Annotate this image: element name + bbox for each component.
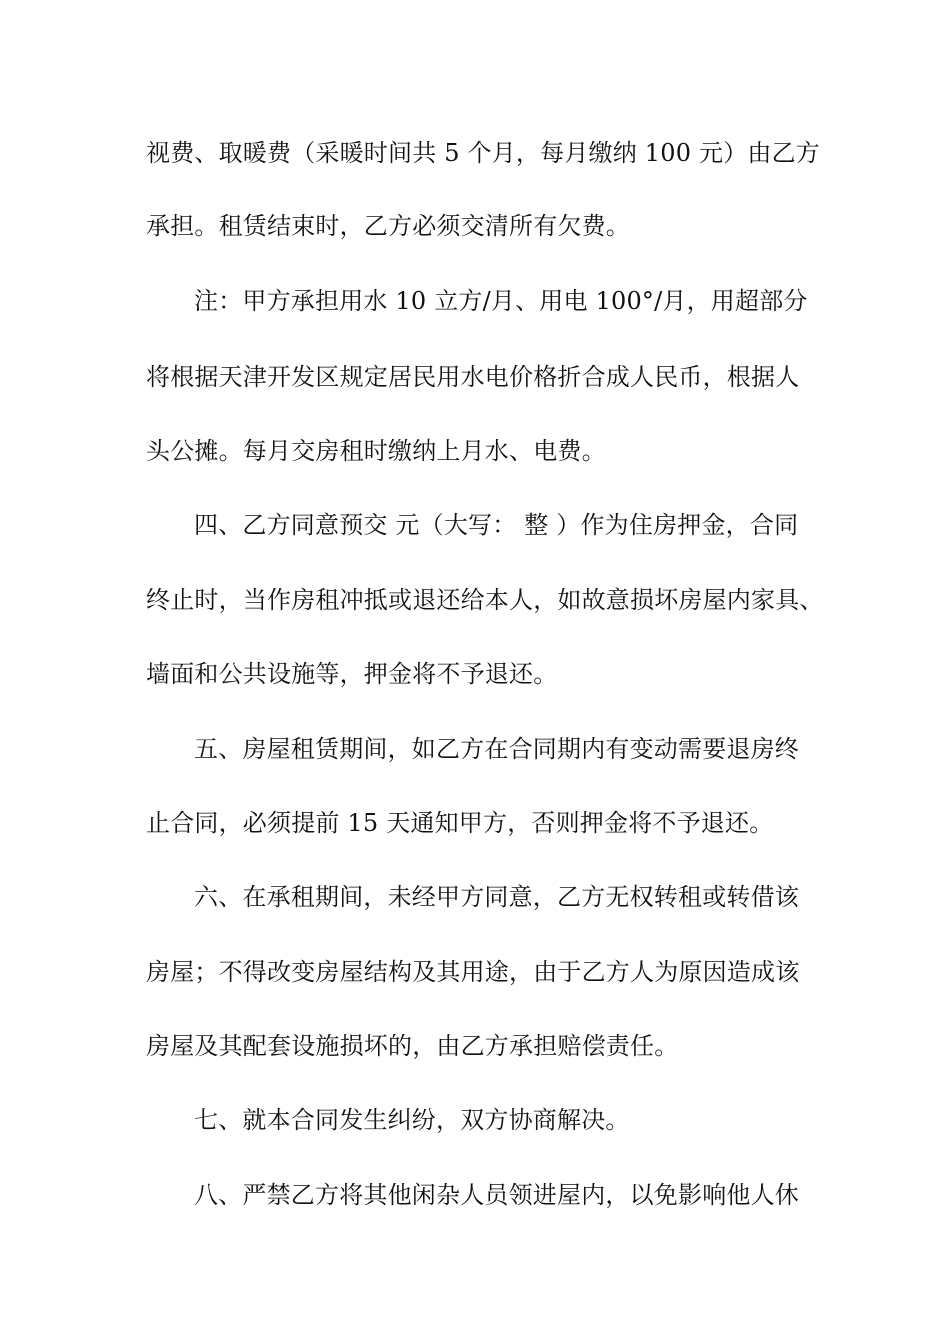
text-line-8: 墙面和公共设施等，押金将不予退还。 <box>146 660 558 688</box>
text-line-6: 四、乙方同意预交 元（大写： 整 ）作为住房押金，合同 <box>194 511 799 539</box>
text-line-11: 六、在承租期间，未经甲方同意，乙方无权转租或转借该 <box>194 883 799 911</box>
text-line-1: 视费、取暖费（采暖时间共 5 个月，每月缴纳 100 元）由乙方 <box>146 139 820 167</box>
text-line-14: 七、就本合同发生纠纷，双方协商解决。 <box>194 1106 630 1134</box>
text-line-12: 房屋；不得改变房屋结构及其用途，由于乙方人为原因造成该 <box>146 958 800 986</box>
text-line-7: 终止时，当作房租冲抵或退还给本人，如故意损坏房屋内家具、 <box>146 586 824 614</box>
text-line-2: 承担。租赁结束时，乙方必须交清所有欠费。 <box>146 212 630 240</box>
text-line-15: 八、严禁乙方将其他闲杂人员领进屋内，以免影响他人休 <box>194 1181 799 1209</box>
text-line-9: 五、房屋租赁期间，如乙方在合同期内有变动需要退房终 <box>194 735 799 763</box>
text-line-3: 注：甲方承担用水 10 立方/月、用电 100°/月，用超部分 <box>194 287 808 315</box>
text-line-4: 将根据天津开发区规定居民用水电价格折合成人民币，根据人 <box>146 363 800 391</box>
text-line-5: 头公摊。每月交房租时缴纳上月水、电费。 <box>146 437 606 465</box>
text-line-13: 房屋及其配套设施损坏的，由乙方承担赔偿责任。 <box>146 1032 679 1060</box>
text-line-10: 止合同，必须提前 15 天通知甲方，否则押金将不予退还。 <box>146 809 774 837</box>
